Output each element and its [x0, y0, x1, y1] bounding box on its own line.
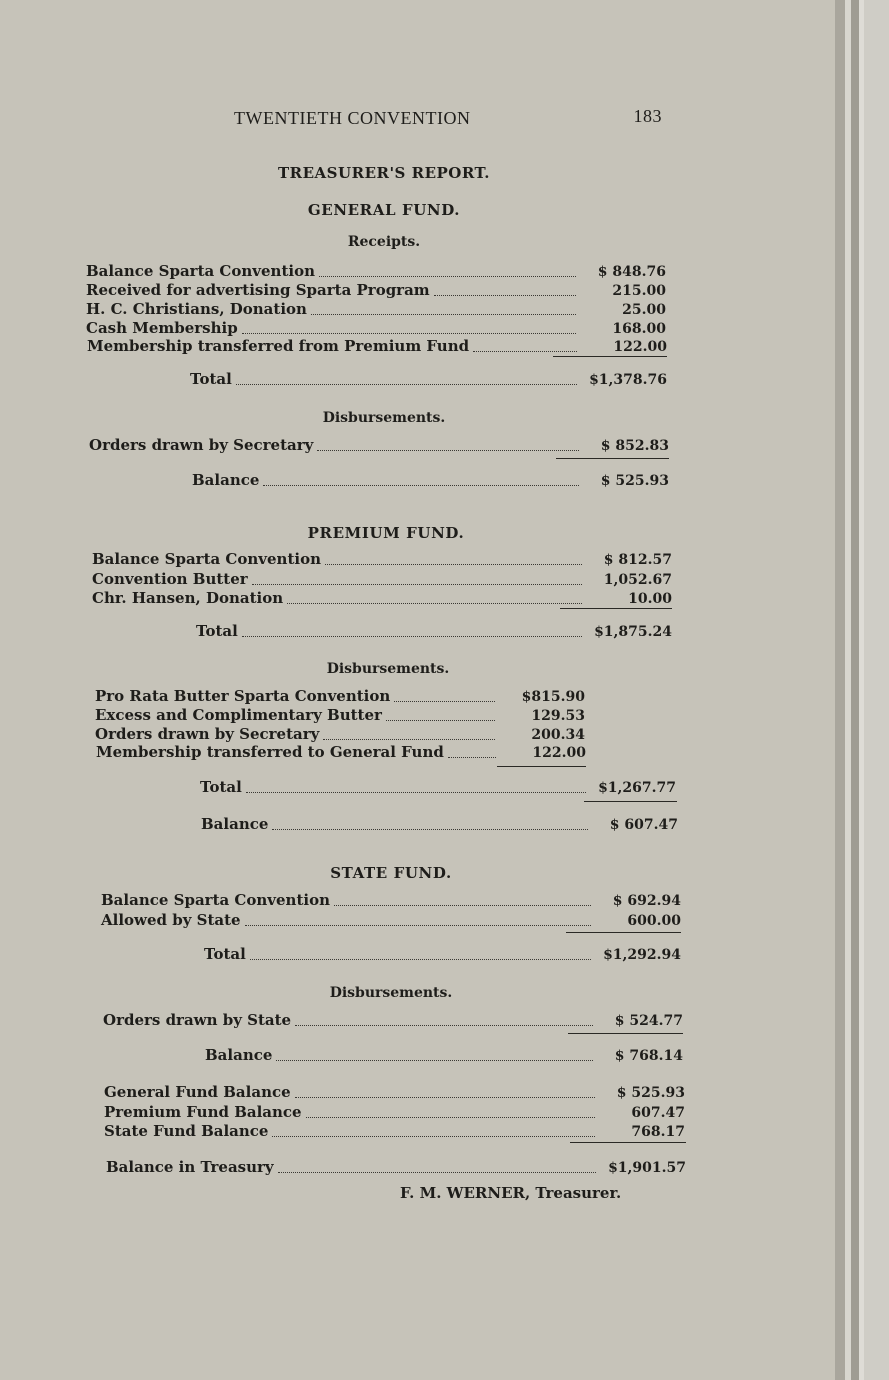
treasury-label: Balance in Treasury: [106, 1158, 274, 1176]
premium-fund-heading: PREMIUM FUND.: [307, 524, 465, 542]
ledger-amount: 122.00: [613, 339, 667, 355]
ledger-label: Chr. Hansen, Donation: [92, 589, 284, 607]
total-row: [200, 778, 676, 796]
total-amount: $1,875.24: [594, 624, 672, 640]
balance-row: [201, 815, 678, 833]
ledger-amount: 215.00: [612, 283, 666, 299]
ledger-label: H. C. Christians, Donation: [86, 300, 307, 318]
sum-rule: [556, 458, 669, 459]
summary-label: State Fund Balance: [104, 1122, 269, 1140]
sum-rule: [553, 356, 667, 357]
sum-rule: [584, 801, 677, 802]
ledger-amount: $ 852.83: [600, 438, 669, 454]
ledger-row: [92, 550, 672, 568]
report-title: TREASURER'S REPORT.: [277, 164, 491, 182]
state-fund-heading: STATE FUND.: [330, 864, 452, 882]
ledger-label: Allowed by State: [101, 911, 241, 929]
header-title: TWENTIETH CONVENTION: [234, 108, 471, 128]
ledger-label: Cash Membership: [86, 319, 238, 337]
ledger-amount: 10.00: [628, 591, 672, 607]
sum-rule: [568, 1033, 683, 1034]
ledger-label: Pro Rata Butter Sparta Convention: [95, 687, 391, 705]
ledger-row: [86, 262, 666, 280]
summary-label: General Fund Balance: [104, 1083, 291, 1101]
balance-amount: $ 768.14: [614, 1048, 683, 1064]
ledger-row: [87, 337, 667, 355]
ledger-row: [95, 706, 585, 724]
ledger-row: [92, 589, 672, 607]
ledger-row: [96, 743, 586, 761]
ledger-label: Membership transferred from Premium Fund: [87, 337, 470, 355]
balance-label: Balance: [192, 471, 260, 489]
page-edge: [851, 0, 859, 1380]
total-amount: $1,378.76: [589, 372, 667, 388]
ledger-row: [103, 1011, 683, 1029]
page-edge: [835, 0, 845, 1380]
ledger-row: [86, 281, 666, 299]
summary-amount: 607.47: [631, 1105, 685, 1121]
total-row: [204, 945, 681, 963]
total-label: Total: [200, 778, 242, 796]
general-fund-heading: GENERAL FUND.: [307, 201, 461, 219]
total-amount: $1,267.77: [598, 780, 676, 796]
balance-row: [205, 1046, 683, 1064]
ledger-label: Excess and Complimentary Butter: [95, 706, 382, 724]
summary-row: [104, 1083, 685, 1101]
page-number: 183: [633, 106, 662, 126]
ledger-row: [86, 319, 666, 337]
sum-rule: [566, 932, 681, 933]
ledger-amount: $ 812.57: [603, 552, 672, 568]
sum-rule: [570, 1142, 686, 1143]
balance-row: [192, 471, 669, 489]
general-receipts-heading: Receipts.: [347, 234, 421, 250]
sum-rule: [560, 608, 672, 609]
ledger-label: Membership transferred to General Fund: [96, 743, 444, 761]
summary-row: [104, 1122, 685, 1140]
running-header: [234, 108, 664, 132]
page-edge: [864, 0, 889, 1380]
ledger-row: [95, 725, 585, 743]
total-label: Total: [196, 622, 238, 640]
ledger-row: [92, 570, 672, 588]
summary-row: [104, 1103, 685, 1121]
balance-label: Balance: [201, 815, 269, 833]
ledger-amount: 129.53: [531, 708, 585, 724]
premium-disbursements-heading: Disbursements.: [326, 661, 450, 677]
balance-amount: $ 525.93: [600, 473, 669, 489]
ledger-amount: $ 848.76: [597, 264, 666, 280]
summary-amount: 768.17: [631, 1124, 685, 1140]
balance-label: Balance: [205, 1046, 273, 1064]
ledger-label: Orders drawn by Secretary: [89, 436, 314, 454]
ledger-amount: $815.90: [521, 689, 585, 705]
state-disbursements-heading: Disbursements.: [329, 985, 453, 1001]
ledger-amount: 1,052.67: [603, 572, 672, 588]
ledger-row: [95, 687, 585, 705]
sum-rule: [497, 766, 586, 767]
ledger-amount: 122.00: [532, 745, 586, 761]
ledger-amount: 200.34: [531, 727, 585, 743]
ledger-label: Received for advertising Sparta Program: [86, 281, 430, 299]
treasury-row: [106, 1158, 686, 1176]
ledger-amount: 168.00: [612, 321, 666, 337]
balance-amount: $ 607.47: [609, 817, 678, 833]
ledger-amount: 600.00: [627, 913, 681, 929]
ledger-label: Balance Sparta Convention: [86, 262, 315, 280]
ledger-amount: 25.00: [622, 302, 666, 318]
total-row: [196, 622, 672, 640]
ledger-row: [101, 891, 681, 909]
ledger-row: [89, 436, 669, 454]
ledger-label: Orders drawn by State: [103, 1011, 292, 1029]
treasurer-signature: F. M. WERNER, Treasurer.: [400, 1184, 622, 1202]
ledger-amount: $ 524.77: [614, 1013, 683, 1029]
total-row: [190, 370, 667, 388]
ledger-label: Balance Sparta Convention: [92, 550, 321, 568]
summary-label: Premium Fund Balance: [104, 1103, 302, 1121]
treasury-amount: $1,901.57: [608, 1160, 686, 1176]
ledger-label: Convention Butter: [92, 570, 248, 588]
general-disbursements-heading: Disbursements.: [322, 410, 446, 426]
total-label: Total: [190, 370, 232, 388]
ledger-label: Balance Sparta Convention: [101, 891, 330, 909]
ledger-label: Orders drawn by Secretary: [95, 725, 320, 743]
ledger-row: [101, 911, 681, 929]
total-amount: $1,292.94: [603, 947, 681, 963]
summary-amount: $ 525.93: [616, 1085, 685, 1101]
ledger-amount: $ 692.94: [612, 893, 681, 909]
ledger-row: [86, 300, 666, 318]
total-label: Total: [204, 945, 246, 963]
